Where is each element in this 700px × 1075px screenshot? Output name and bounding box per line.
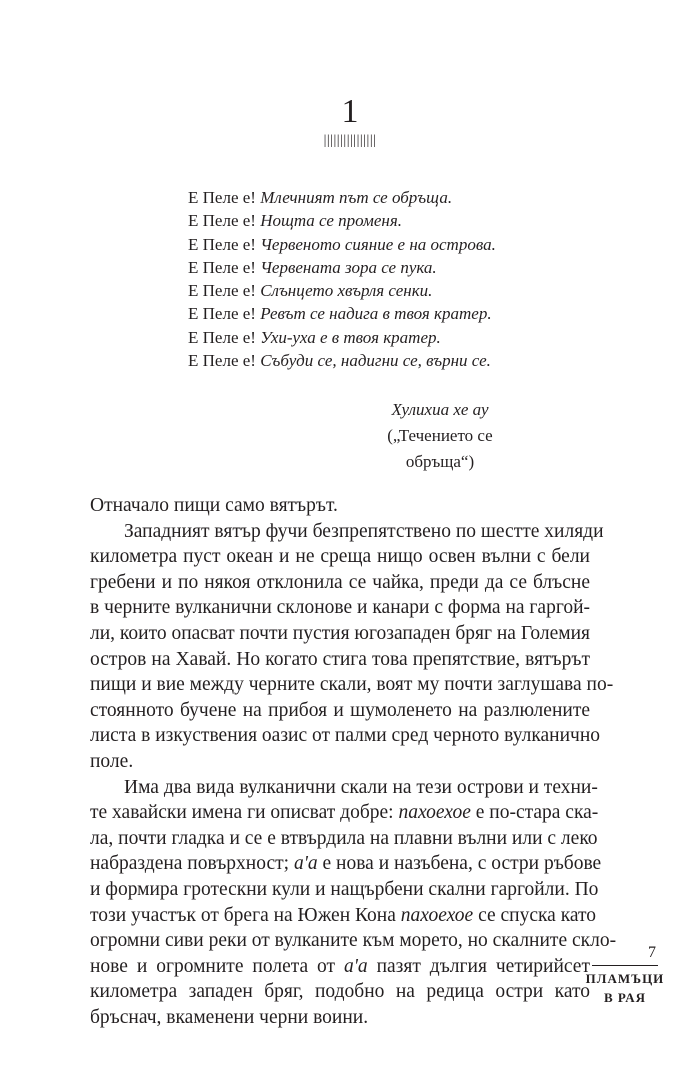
paragraph-line: нове и огромните полета от а'а пазят дългия четирийсет <box>90 955 590 977</box>
paragraph-line: километра западен бряг, подобно на редица остри като <box>90 981 590 1003</box>
epigraph-line: Е Пеле е! Червената зора се пука. <box>188 257 437 277</box>
paragraph-line: те хавайски имена ги описват добре: пахоехое е по-стара ска- <box>90 802 599 824</box>
paragraph-line: пищи и вие между черните скали, воят му почти заглушава по- <box>90 674 614 696</box>
attribution-translation: („Течението се обръща“) <box>387 426 493 471</box>
paragraph-line: ла, почти гладка и се е втвърдила на плавни вълни или с леко <box>90 827 598 849</box>
epigraph-line: Е Пеле е! Събуди се, надигни се, върни се. <box>188 351 491 371</box>
attribution-title: Хулихиа хе ау <box>391 400 489 419</box>
epigraph-line: Е Пеле е! Млечният път се обръща. <box>188 188 453 207</box>
paragraph-line: бръснач, вкаменени черни воини. <box>90 1006 369 1028</box>
paragraph-line: километра пуст океан и не среща нищо освен вълни с бели <box>90 546 590 568</box>
epigraph-line: Е Пеле е! Нощта се променя. <box>188 211 402 231</box>
chapter-number: 1 <box>341 93 359 130</box>
paragraph-line: този участък от брега на Южен Кона пахоехое се спуска като <box>90 904 597 926</box>
footer-rule <box>592 965 658 966</box>
paragraph-line: ли, които опасват почти пустия югозападен бряг на Големия <box>90 622 591 644</box>
book-title-line: ПЛАМЪЦИ <box>585 971 665 986</box>
paragraph-line: стоянното бучене на прибоя и шумоленето на разлюлените <box>90 699 590 721</box>
chapter-rule: |||||||||||||||| <box>323 133 377 148</box>
paragraph-line: набраздена повърхност; а'а е нова и назъбена, с остри ръбове <box>90 853 602 875</box>
epigraph-line: Е Пеле е! Ревът се надига в твоя кратер. <box>188 304 492 324</box>
epigraph-line: Е Пеле е! Ухи-уха е в твоя кратер. <box>188 327 441 347</box>
page-number: 7 <box>648 944 656 961</box>
epigraph-line: Е Пеле е! Червеното сияние е на острова. <box>188 234 496 254</box>
paragraph-line: Западният вятър фучи безпрепятствено по шестте хиляди <box>124 520 604 542</box>
paragraph-line: гребени и по някоя отклонила се чайка, преди да се блъсне <box>90 571 590 593</box>
paragraph-line: листа в изкуствения оазис от палми сред черното вулканично <box>90 725 601 747</box>
paragraph-line: Има два вида вулканични скали на тези острови и техни- <box>124 776 598 798</box>
body-text <box>90 493 617 1030</box>
epigraph <box>188 186 588 372</box>
epigraph-line: Е Пеле е! Слънцето хвърля сенки. <box>188 281 433 301</box>
opening-line: Отначало пищи само вятърът. <box>90 495 338 516</box>
paragraph-line: поле. <box>90 750 134 772</box>
epigraph-attribution <box>360 397 520 475</box>
paragraph-line: и формира гротескни кули и нащърбени скални гаргойли. По <box>90 878 599 900</box>
book-title-line: В РАЯ <box>604 990 646 1005</box>
paragraph-line: остров на Хавай. Но когато стига това препятствие, вятърът <box>90 648 590 670</box>
paragraph-line: в черните вулканични склонове и канари с форма на гаргой- <box>90 597 591 619</box>
paragraph-line: огромни сиви реки от вулканите към морето, но скалните скло- <box>90 930 617 952</box>
book-title <box>585 969 665 1007</box>
